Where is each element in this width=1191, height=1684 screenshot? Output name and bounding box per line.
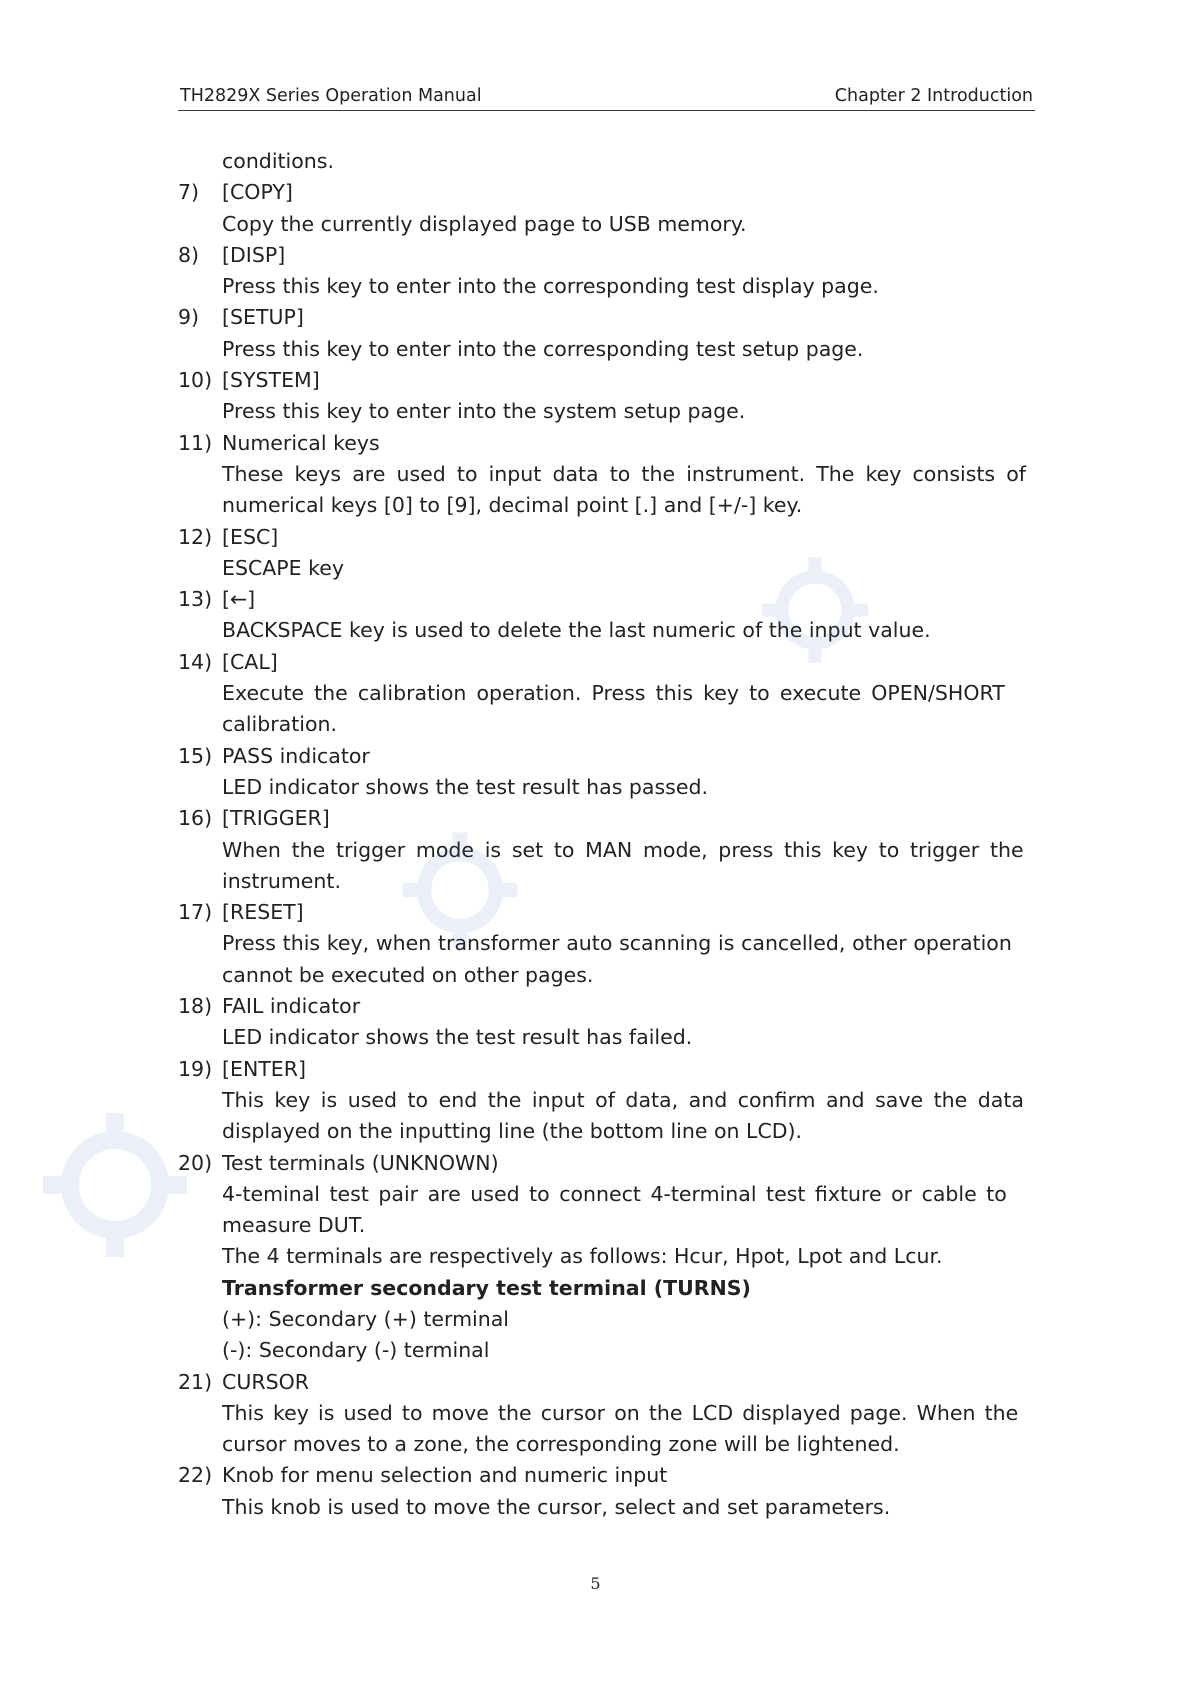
item-key: [SYSTEM] xyxy=(222,368,320,393)
item-bold-subheading: Transformer secondary test terminal (TURNS) xyxy=(222,1275,751,1300)
item-number: 12) xyxy=(178,524,213,549)
item-number: 7) xyxy=(178,180,200,205)
item-description: (-): Secondary (-) terminal xyxy=(222,1338,490,1363)
item-key: Knob for menu selection and numeric input xyxy=(222,1463,668,1488)
item-key: [ENTER] xyxy=(222,1056,307,1081)
item-description: instrument. xyxy=(222,868,341,893)
item-description: measure DUT. xyxy=(222,1213,366,1238)
item-number: 17) xyxy=(178,900,213,925)
item-key: CURSOR xyxy=(222,1369,309,1394)
item-number: 8) xyxy=(178,242,200,267)
item-key: PASS indicator xyxy=(222,743,370,768)
item-description: LED indicator shows the test result has failed. xyxy=(222,1025,693,1050)
item-key: [SETUP] xyxy=(222,305,304,330)
item-number: 15) xyxy=(178,743,213,768)
item-number: 22) xyxy=(178,1463,213,1488)
header-manual-title: TH2829X Series Operation Manual xyxy=(180,86,482,106)
item-number: 16) xyxy=(178,806,213,831)
item-number: 13) xyxy=(178,587,213,612)
watermark-gear-icon xyxy=(40,1110,190,1260)
item-key: [CAL] xyxy=(222,649,278,674)
item-description: When the trigger mode is set to MAN mode, press this key to trigger the xyxy=(222,837,1024,862)
item-description: cannot be executed on other pages. xyxy=(222,962,594,987)
item-description: The 4 terminals are respectively as follows: Hcur, Hpot, Lpot and Lcur. xyxy=(222,1244,943,1269)
item-key: FAIL indicator xyxy=(222,994,361,1019)
item-description: This key is used to move the cursor on the LCD displayed page. When the xyxy=(222,1400,1019,1425)
header-chapter-title: Chapter 2 Introduction xyxy=(834,86,1033,106)
item-description: 4-teminal test pair are used to connect 4-terminal test fixture or cable to xyxy=(222,1181,1007,1206)
item-description: LED indicator shows the test result has passed. xyxy=(222,774,708,799)
item-number: 14) xyxy=(178,649,213,674)
item-description: (+): Secondary (+) terminal xyxy=(222,1306,509,1331)
item-number: 11) xyxy=(178,430,213,455)
item-key: [ESC] xyxy=(222,524,279,549)
list-item-number-row xyxy=(178,177,1035,208)
item-description: Press this key, when transformer auto scanning is cancelled, other operation xyxy=(222,931,1012,956)
item-description: displayed on the inputting line (the bottom line on LCD). xyxy=(222,1119,803,1144)
item-number: 19) xyxy=(178,1056,213,1081)
page-number: 5 xyxy=(590,1574,601,1593)
item-key: [COPY] xyxy=(222,180,293,205)
key-description-list xyxy=(178,146,1035,1523)
item-description: This key is used to end the input of data, and confirm and save the data xyxy=(222,1087,1024,1112)
item-number: 18) xyxy=(178,994,213,1019)
item-number: 10) xyxy=(178,368,213,393)
item-description: Press this key to enter into the corresponding test display page. xyxy=(222,274,879,299)
item-key: Numerical keys xyxy=(222,430,380,455)
item-description: cursor moves to a zone, the corresponding zone will be lightened. xyxy=(222,1432,900,1457)
item-description: Press this key to enter into the corresponding test setup page. xyxy=(222,336,864,361)
item-description: This knob is used to move the cursor, select and set parameters. xyxy=(222,1494,891,1519)
item-description: These keys are used to input data to the instrument. The key consists of xyxy=(222,461,1026,486)
item-description: Copy the currently displayed page to USB memory. xyxy=(222,211,747,236)
item-key: [TRIGGER] xyxy=(222,806,330,831)
item-description: ESCAPE key xyxy=(222,555,345,580)
item-key: [←] xyxy=(222,587,256,612)
page-header xyxy=(178,84,1035,111)
item-description: calibration. xyxy=(222,712,338,737)
item-key: Test terminals (UNKNOWN) xyxy=(222,1150,499,1175)
continuation-text: conditions. xyxy=(222,149,334,173)
item-description: numerical keys [0] to [9], decimal point [.] and [+/-] key. xyxy=(222,493,803,518)
item-key: [DISP] xyxy=(222,242,286,267)
item-key: [RESET] xyxy=(222,900,304,925)
item-number: 20) xyxy=(178,1150,213,1175)
item-number: 21) xyxy=(178,1369,213,1394)
item-description: Press this key to enter into the system setup page. xyxy=(222,399,746,424)
item-number: 9) xyxy=(178,305,200,330)
item-description: BACKSPACE key is used to delete the last numeric of the input value. xyxy=(222,618,931,643)
item-description: Execute the calibration operation. Press this key to execute OPEN/SHORT xyxy=(222,681,1005,706)
